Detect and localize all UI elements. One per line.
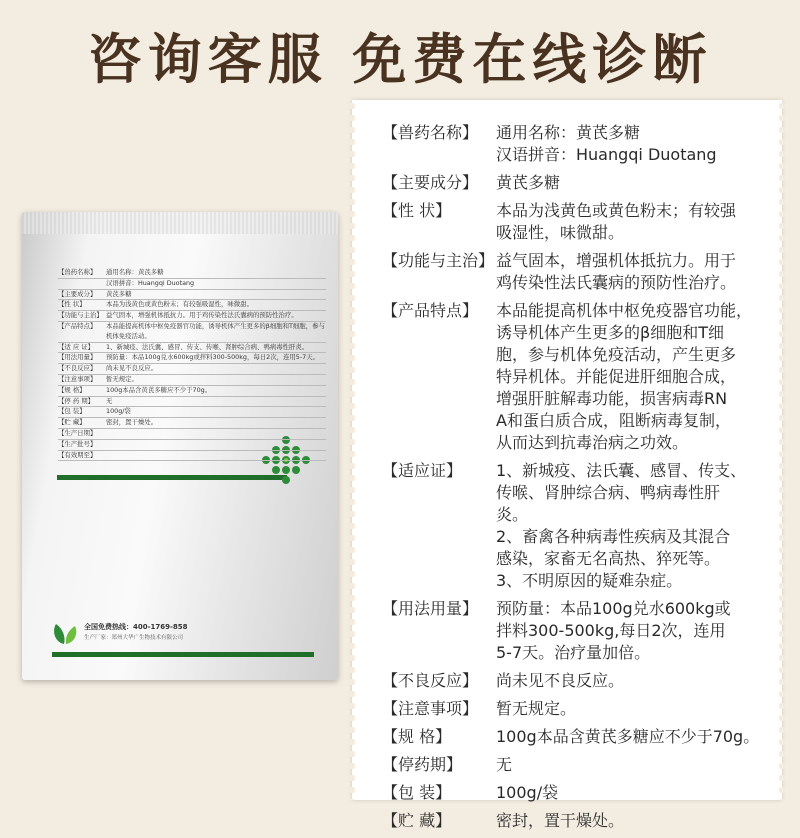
package-row: 【不良反应】 尚未见不良反应。 (58, 364, 326, 375)
info-value (496, 122, 772, 166)
info-value (496, 460, 772, 592)
info-label: 【不良反应】 (382, 671, 479, 690)
package-hotline: 全国免费热线：400-1769-858 (84, 623, 188, 631)
info-value-line: 本品能提高机体中枢免疫器官功能， (496, 301, 753, 320)
info-row (382, 122, 772, 166)
info-value-line: 益气固本，增强机体抵抗力。用于 (496, 251, 737, 270)
info-value-line: 100g/袋 (496, 783, 559, 802)
info-value (496, 754, 772, 776)
info-value-line: 汉语拼音：Huangqi Duotang (496, 145, 717, 164)
info-value-line: 吸湿性，味微甜。 (496, 223, 625, 242)
info-row (382, 250, 772, 294)
package-row: 【有效期至】 (58, 451, 326, 462)
package-row: 【贮 藏】 密封，置干燥处。 (58, 418, 326, 429)
info-label: 【用法用量】 (382, 599, 479, 618)
info-label: 【兽药名称】 (382, 123, 479, 142)
info-value-line: 无 (496, 755, 513, 774)
product-package-image (22, 212, 338, 680)
info-row (382, 726, 772, 748)
info-row (382, 460, 772, 592)
package-row: 【产品特点】 本品能提高机体中枢免疫器官功能，诱导机体产生更多的β细胞和T细胞，参与机体免疫活动。 (58, 322, 326, 343)
promo-banner (0, 0, 800, 110)
package-bottom-stripe (52, 652, 314, 657)
info-value-line: 100g本品含黄芪多糖应不少于70g。 (496, 727, 760, 746)
info-value (496, 200, 772, 244)
info-list (382, 122, 772, 838)
info-value (496, 250, 772, 294)
info-label: 【主要成分】 (382, 173, 479, 192)
info-label: 【注意事项】 (382, 699, 479, 718)
info-value-line: 本品为浅黄色或黄色粉末；有较强 (496, 201, 737, 220)
info-value (496, 726, 772, 748)
info-value-line: 尚未见不良反应。 (496, 671, 625, 690)
info-value (496, 670, 772, 692)
info-value-line: 暂无规定。 (496, 699, 577, 718)
info-value-line: 1、新城疫、法氏囊、感冒、传支、 (496, 461, 747, 480)
info-value (496, 598, 772, 664)
package-row: 【性 状】 本品为浅黄色或黄色粉末；有较强吸湿性，味微甜。 (58, 300, 326, 311)
package-row: 【功能与主治】 益气固本，增强机体抵抗力。用于鸡传染性法氏囊病的预防性治疗。 (58, 311, 326, 322)
green-leaf-icon (50, 620, 80, 646)
info-label: 【规 格】 (382, 727, 452, 746)
info-value-line: 鸡传染性法氏囊病的预防性治疗。 (496, 273, 737, 292)
info-label: 【停药期】 (382, 755, 463, 774)
package-row: 【停 药 期】 无 (58, 397, 326, 408)
info-value-line: 胞，参与机体免疫活动，产生更多 (496, 345, 737, 364)
info-value-line: 2、畜禽各种病毒性疾病及其混合 (496, 527, 731, 546)
package-row: 【适 应 证】 1、新城疫、法氏囊、感冒、传支、传喉、肾肿综合病、鸭病毒性肝炎。 (58, 343, 326, 354)
info-value-line: 3、不明原因的疑难杂症。 (496, 571, 683, 590)
package-row: 【包 装】 100g/袋 (58, 407, 326, 418)
info-row (382, 598, 772, 664)
info-row (382, 754, 772, 776)
info-row (382, 172, 772, 194)
info-value-line: 增强肝脏解毒功能，损害病毒RN (496, 389, 728, 408)
info-value-line: 传喉、肾肿综合病、鸭病毒性肝 (496, 483, 721, 502)
info-value-line: 5-7天。治疗量加倍。 (496, 643, 651, 662)
info-label: 【贮 藏】 (382, 811, 452, 830)
info-value-line: 特异机体。并能促进肝细胞合成， (496, 367, 737, 386)
info-label: 【功能与主治】 (382, 251, 495, 270)
package-row: 【主要成分】 黄芪多糖 (58, 290, 326, 301)
info-value-line: A和蛋白质合成，阻断病毒复制， (496, 411, 731, 430)
package-row: 汉语拼音：Huangqi Duotang (58, 279, 326, 290)
info-value-line: 黄芪多糖 (496, 173, 561, 192)
info-value (496, 172, 772, 194)
info-row (382, 698, 772, 720)
info-value (496, 782, 772, 804)
banner-title: 咨询客服 免费在线诊断 (87, 27, 713, 91)
info-value (496, 300, 772, 454)
info-value-line: 拌料300-500kg,每日2次，连用 (496, 621, 726, 640)
info-value (496, 698, 772, 720)
info-value (496, 810, 772, 832)
product-info-card (352, 100, 782, 830)
package-row: 【规 格】 100g本品含黄芪多糖应不少于70g。 (58, 386, 326, 397)
info-value-line: 密封，置干燥处。 (496, 811, 625, 830)
info-value-line: 炎。 (496, 505, 529, 524)
info-value-line: 通用名称：黄芪多糖 (496, 123, 641, 142)
info-row (382, 200, 772, 244)
info-row (382, 810, 772, 832)
info-value-line: 感染，家畜无名高热、猝死等。 (496, 549, 721, 568)
info-label: 【性 状】 (382, 201, 452, 220)
package-green-stripe (57, 475, 287, 480)
info-label: 【适应证】 (382, 461, 463, 480)
info-row (382, 300, 772, 454)
info-label: 【产品特点】 (382, 301, 479, 320)
package-row: 【生产批号】 (58, 440, 326, 451)
info-row (382, 670, 772, 692)
info-value-line: 诱导机体产生更多的β细胞和T细 (496, 323, 724, 342)
info-value-line: 从而达到抗毒治病之功效。 (496, 433, 689, 452)
package-spec-table (58, 268, 326, 461)
info-value-line: 预防量：本品100g兑水600kg或 (496, 599, 731, 618)
package-manufacturer: 生产厂家：郑州大华广生物技术有限公司 (84, 635, 184, 641)
package-row: 【生产日期】 (58, 429, 326, 440)
info-label: 【包 装】 (382, 783, 452, 802)
info-row (382, 782, 772, 804)
package-row: 【用法用量】 预防量：本品100g兑水600kg或拌料300-500kg，每日2次，连用5-7天。 (58, 353, 326, 364)
package-row: 【注意事项】 暂无规定。 (58, 375, 326, 386)
package-row: 【兽药名称】 通用名称：黄芪多糖 (58, 268, 326, 279)
